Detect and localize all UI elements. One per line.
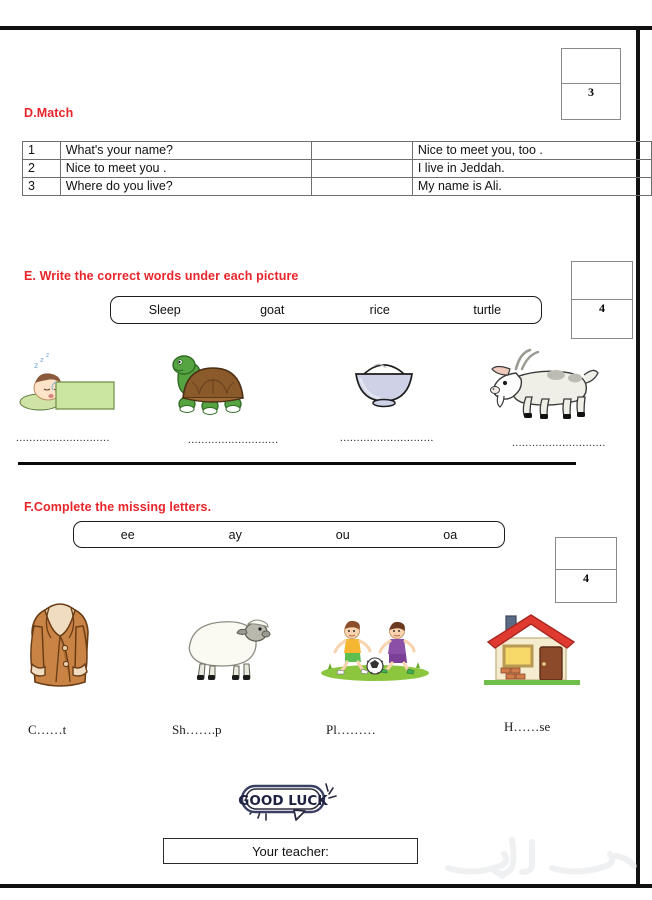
wordbank-f-word-4: oa [443, 527, 458, 542]
wordbank-e-word-4: turtle [473, 303, 502, 317]
coat-picture [25, 596, 95, 694]
score-box-f-total: 4 [583, 571, 589, 585]
good-luck-text: GOOD LUCK [238, 793, 328, 809]
table-row [23, 178, 652, 196]
blank-word-house[interactable]: H……se [504, 719, 551, 734]
answer-line-4[interactable]: ............................ [512, 437, 606, 449]
match-row-1-question: What's your name? [60, 142, 311, 160]
play-picture [320, 615, 430, 683]
match-table [22, 141, 652, 196]
match-row-2-option: I live in Jeddah. [412, 160, 651, 178]
turtle-picture [163, 348, 258, 420]
table-row [23, 160, 652, 178]
match-row-1-number: 1 [23, 142, 61, 160]
score-box-e-total: 4 [599, 301, 605, 315]
svg-text:z: z [34, 361, 39, 370]
sleeping-child-picture [18, 350, 118, 420]
match-row-3-question: Where do you live? [60, 178, 311, 196]
section-e-wordbank [110, 296, 542, 324]
match-row-2-number: 2 [23, 160, 61, 178]
wordbank-f-word-1: ee [120, 527, 135, 542]
site-watermark [440, 826, 640, 886]
answer-line-2[interactable]: ........................... [188, 434, 279, 446]
section-separator [18, 462, 576, 465]
svg-text:z: z [46, 352, 50, 359]
wordbank-e-word-1: Sleep [148, 303, 181, 317]
answer-line-1[interactable]: ............................ [16, 432, 110, 444]
good-luck-badge [228, 778, 348, 826]
blank-word-coat[interactable]: C……t [28, 722, 67, 737]
blank-word-play[interactable]: Pl……… [326, 722, 376, 737]
goat-picture [478, 345, 606, 423]
wordbank-f-word-3: ou [335, 527, 350, 542]
score-box-e-empty-cell[interactable] [572, 262, 632, 300]
score-box-d-empty-cell[interactable] [562, 49, 620, 84]
blank-word-sheep[interactable]: Sh…….p [172, 722, 222, 737]
svg-text:z: z [40, 356, 44, 364]
score-box-f-empty-cell[interactable] [556, 538, 616, 570]
house-picture [478, 605, 588, 690]
match-row-1-answer-blank[interactable] [311, 142, 412, 160]
score-box-section-f [555, 537, 617, 603]
section-f-heading: F.Complete the missing letters. [24, 500, 212, 514]
wordbank-e-word-2: goat [260, 303, 285, 317]
table-row [23, 142, 652, 160]
section-f-wordbank [73, 521, 505, 548]
wordbank-e-word-3: rice [369, 303, 390, 317]
match-row-3-answer-blank[interactable] [311, 178, 412, 196]
match-row-3-number: 3 [23, 178, 61, 196]
wordbank-f-word-2: ay [228, 527, 242, 542]
teacher-label: Your teacher: [252, 843, 329, 859]
page-top-rule [0, 26, 652, 30]
score-box-d-total: 3 [588, 85, 594, 99]
match-row-3-option: My name is Ali. [412, 178, 651, 196]
score-box-section-d [561, 48, 621, 120]
teacher-signature-box[interactable] [163, 838, 418, 864]
sheep-picture [172, 610, 272, 682]
match-row-2-question: Nice to meet you . [60, 160, 311, 178]
match-row-1-option: Nice to meet you, too . [412, 142, 651, 160]
section-d-heading: D.Match [24, 106, 74, 120]
rice-bowl-picture [346, 352, 422, 418]
score-box-section-e [571, 261, 633, 339]
answer-line-3[interactable]: ............................ [340, 432, 434, 444]
page-bottom-rule [0, 884, 652, 888]
section-e-heading: E. Write the correct words under each picture [24, 269, 299, 283]
match-row-2-answer-blank[interactable] [311, 160, 412, 178]
